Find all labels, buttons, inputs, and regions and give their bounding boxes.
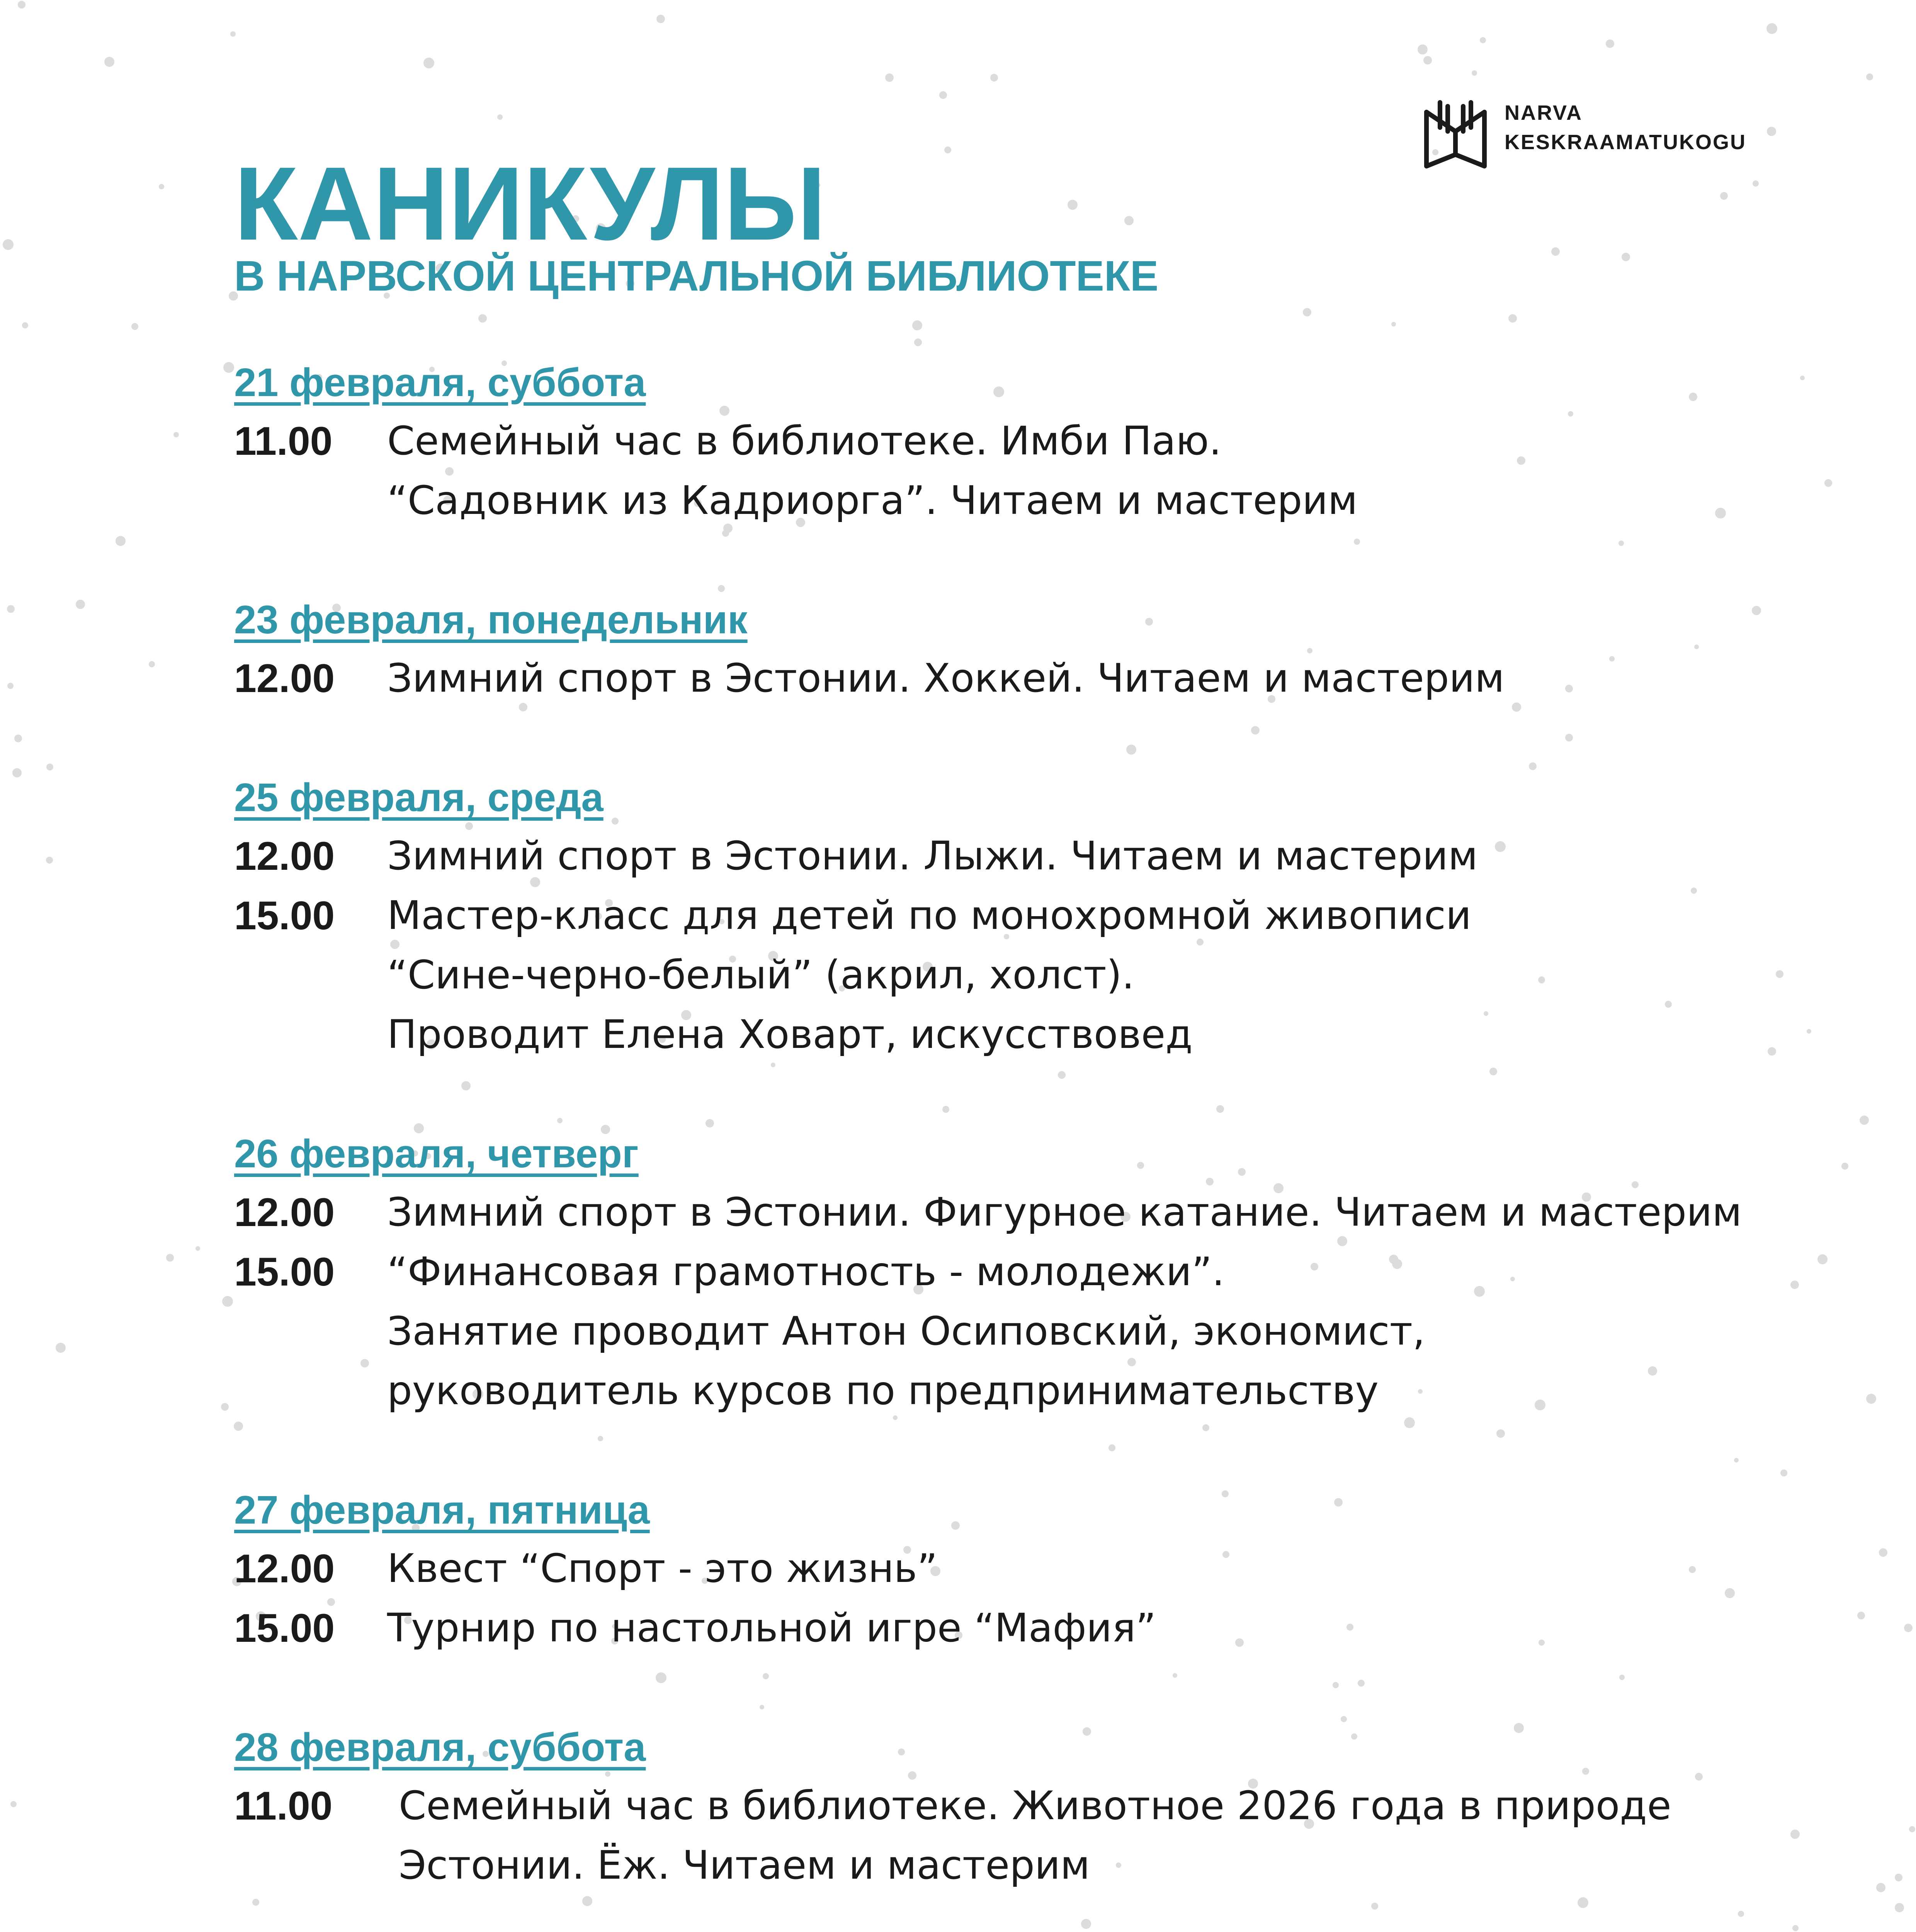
event-description: Зимний спорт в Эстонии. Хоккей. Читаем и мастерим — [387, 655, 1505, 701]
event-row — [234, 886, 1818, 1065]
book-logo-icon — [1419, 97, 1492, 170]
day-block — [234, 591, 1818, 708]
event-time: 12.00 — [234, 1190, 335, 1235]
event-description: Зимний спорт в Эстонии. Лыжи. Читаем и мастерим — [387, 833, 1478, 879]
day-heading: 21 февраля, суббота — [234, 360, 646, 405]
day-heading: 27 февраля, пятница — [234, 1488, 650, 1532]
event-time: 12.00 — [234, 834, 335, 879]
event-row — [234, 1183, 1818, 1242]
event-time: 12.00 — [234, 1546, 335, 1591]
day-block — [234, 354, 1818, 531]
day-block — [234, 1125, 1818, 1421]
day-heading: 25 февраля, среда — [234, 775, 604, 820]
day-block — [234, 1718, 1818, 1895]
day-block — [234, 1481, 1818, 1658]
logo-line-2: KESKRAAMATUKOGU — [1505, 131, 1746, 154]
event-row — [234, 1599, 1818, 1658]
logo-line-1: NARVA — [1505, 101, 1583, 124]
event-description: Турнир по настольной игре “Мафия” — [387, 1605, 1156, 1651]
event-row — [234, 1242, 1818, 1421]
event-row — [234, 827, 1818, 886]
day-heading: 28 февраля, суббота — [234, 1725, 646, 1769]
day-block — [234, 769, 1818, 1065]
event-row — [234, 649, 1818, 708]
page-title: КАНИКУЛЫ — [234, 146, 826, 262]
day-heading: 26 февраля, четверг — [234, 1131, 639, 1176]
day-heading: 23 февраля, понедельник — [234, 597, 748, 642]
event-description: Зимний спорт в Эстонии. Фигурное катание. Читаем и мастерим — [387, 1189, 1742, 1235]
logo-text — [1505, 98, 1746, 157]
event-time: 15.00 — [234, 1606, 335, 1651]
library-logo — [1419, 90, 1766, 179]
event-time: 12.00 — [234, 656, 335, 701]
event-time: 15.00 — [234, 1250, 335, 1294]
schedule — [234, 354, 1818, 1932]
event-time: 11.00 — [234, 1784, 333, 1828]
event-description: “Финансовая грамотность - молодежи”. Занятие проводит Антон Осиповский, экономист, руководитель курсов по предпринимательству — [387, 1249, 1425, 1414]
event-time: 11.00 — [234, 419, 333, 464]
page-subtitle: В НАРВСКОЙ ЦЕНТРАЛЬНОЙ БИБЛИОТЕКЕ — [234, 252, 1159, 300]
event-row — [234, 1539, 1818, 1599]
event-time: 15.00 — [234, 893, 335, 938]
event-description: Мастер-класс для детей по монохромной живописи “Сине-черно-белый” (акрил, холст). Проводит Елена Ховарт, искусствовед — [387, 893, 1472, 1058]
event-description: Семейный час в библиотеке. Имби Паю. “Садовник из Кадриорга”. Читаем и мастерим — [387, 418, 1358, 524]
event-description: Семейный час в библиотеке. Животное 2026 года в природе Эстонии. Ёж. Читаем и мастерим — [399, 1783, 1671, 1888]
event-description: Квест “Спорт - это жизнь” — [387, 1546, 938, 1592]
event-row — [234, 1776, 1818, 1895]
event-row — [234, 412, 1818, 531]
